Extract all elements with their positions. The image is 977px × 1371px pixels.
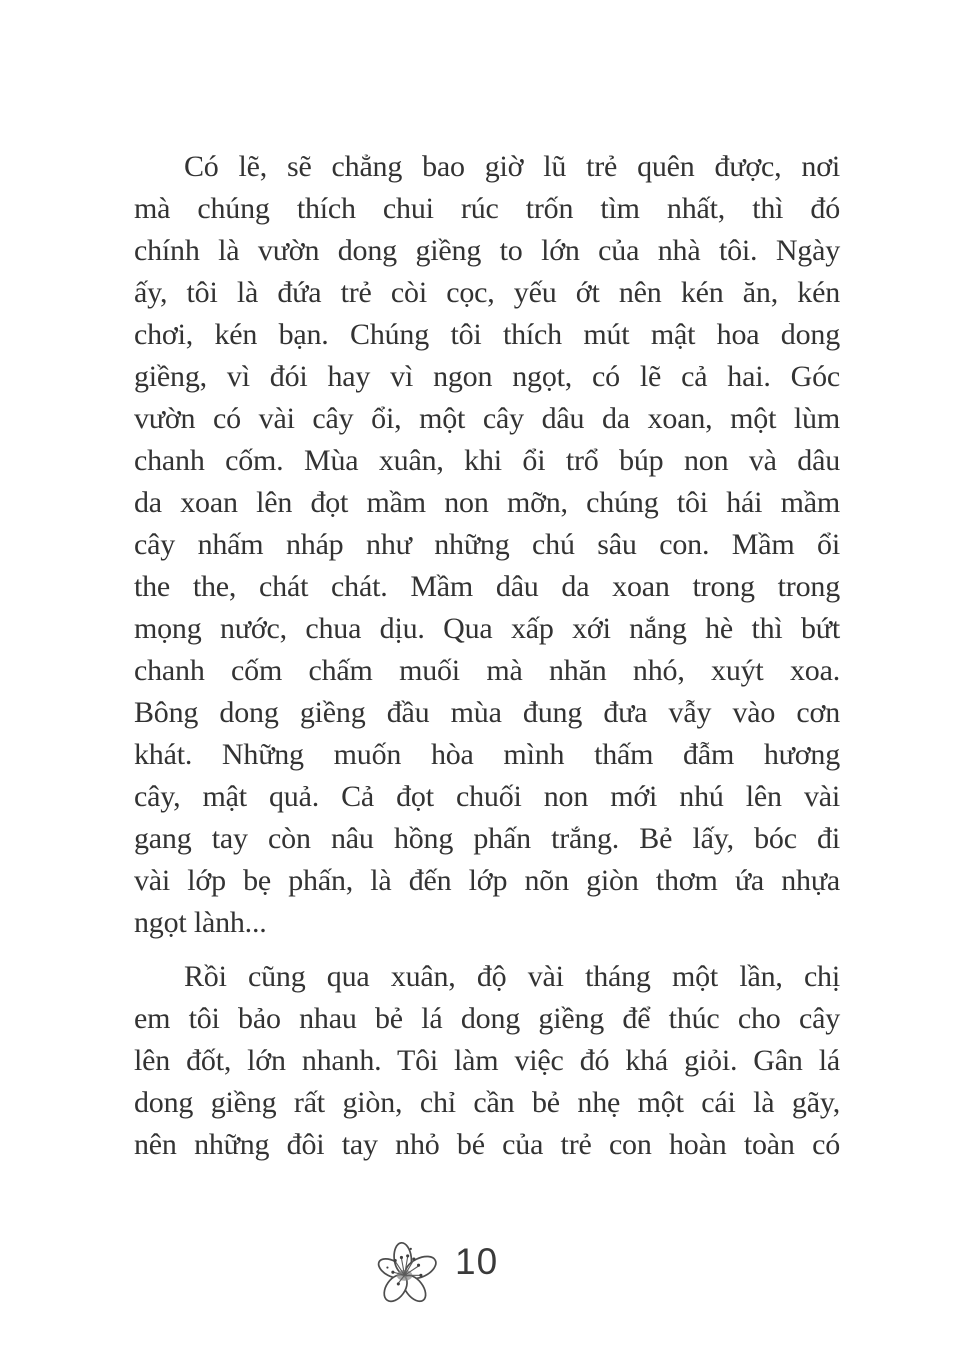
paragraph <box>134 956 840 1166</box>
text-line: da xoan lên đọt mầm non mỡn, chúng tôi hái mầm <box>134 486 840 519</box>
text-line: gang tay còn nâu hồng phấn trắng. Bẻ lấy, bóc đi <box>134 822 840 855</box>
paragraph <box>134 146 840 944</box>
flower-ornament-icon <box>363 1238 443 1308</box>
text-line: Rồi cũng qua xuân, độ vài tháng một lần, chị <box>184 960 840 993</box>
text-line: mà chúng thích chui rúc trốn tìm nhất, thì đó <box>134 192 840 225</box>
page-footer <box>0 1236 977 1316</box>
text-line: giềng, vì đói hay vì ngon ngọt, có lẽ cả hai. Góc <box>134 360 840 393</box>
text-line: em tôi bảo nhau bẻ lá dong giềng để thúc cho cây <box>134 1002 840 1035</box>
text-line: chanh cốm chấm muối mà nhăn nhó, xuýt xoa. <box>134 654 840 687</box>
page-number: 10 <box>455 1241 499 1282</box>
text-line: cây nhấm nháp như những chú sâu con. Mầm ổi <box>134 528 840 561</box>
text-line: the the, chát chát. Mầm dâu da xoan trong trong <box>134 570 840 603</box>
text-line: ấy, tôi là đứa trẻ còi cọc, yếu ớt nên kén ăn, kén <box>134 276 840 309</box>
text-line: Bông dong giềng đầu mùa đung đưa vẫy vào cơn <box>134 696 840 729</box>
text-block <box>134 146 840 1166</box>
text-line: mọng nước, chua dịu. Qua xấp xới nắng hè thì bứt <box>134 612 840 645</box>
text-line: dong giềng rất giòn, chỉ cần bẻ nhẹ một cái là gãy, <box>134 1086 840 1119</box>
text-line: nên những đôi tay nhỏ bé của trẻ con hoàn toàn có <box>134 1128 840 1161</box>
text-line: vườn có vài cây ổi, một cây dâu da xoan, một lùm <box>134 402 840 435</box>
text-line: lên đốt, lớn nhanh. Tôi làm việc đó khá giỏi. Gân lá <box>134 1044 840 1077</box>
text-line: vài lớp bẹ phấn, là đến lớp nõn giòn thơm ứa nhựa <box>134 864 840 897</box>
text-line: chanh cốm. Mùa xuân, khi ổi trổ búp non và dâu <box>134 444 840 477</box>
text-line: chính là vườn dong giềng to lớn của nhà tôi. Ngày <box>134 234 840 267</box>
text-line: ngọt lành... <box>134 906 267 939</box>
text-line: Có lẽ, sẽ chẳng bao giờ lũ trẻ quên được, nơi <box>184 150 840 183</box>
text-line: chơi, kén bạn. Chúng tôi thích mút mật hoa dong <box>134 318 840 351</box>
text-line: khát. Những muốn hòa mình thấm đẫm hương <box>134 738 840 771</box>
text-line: cây, mật quả. Cả đọt chuối non mới nhú lên vài <box>134 780 840 813</box>
